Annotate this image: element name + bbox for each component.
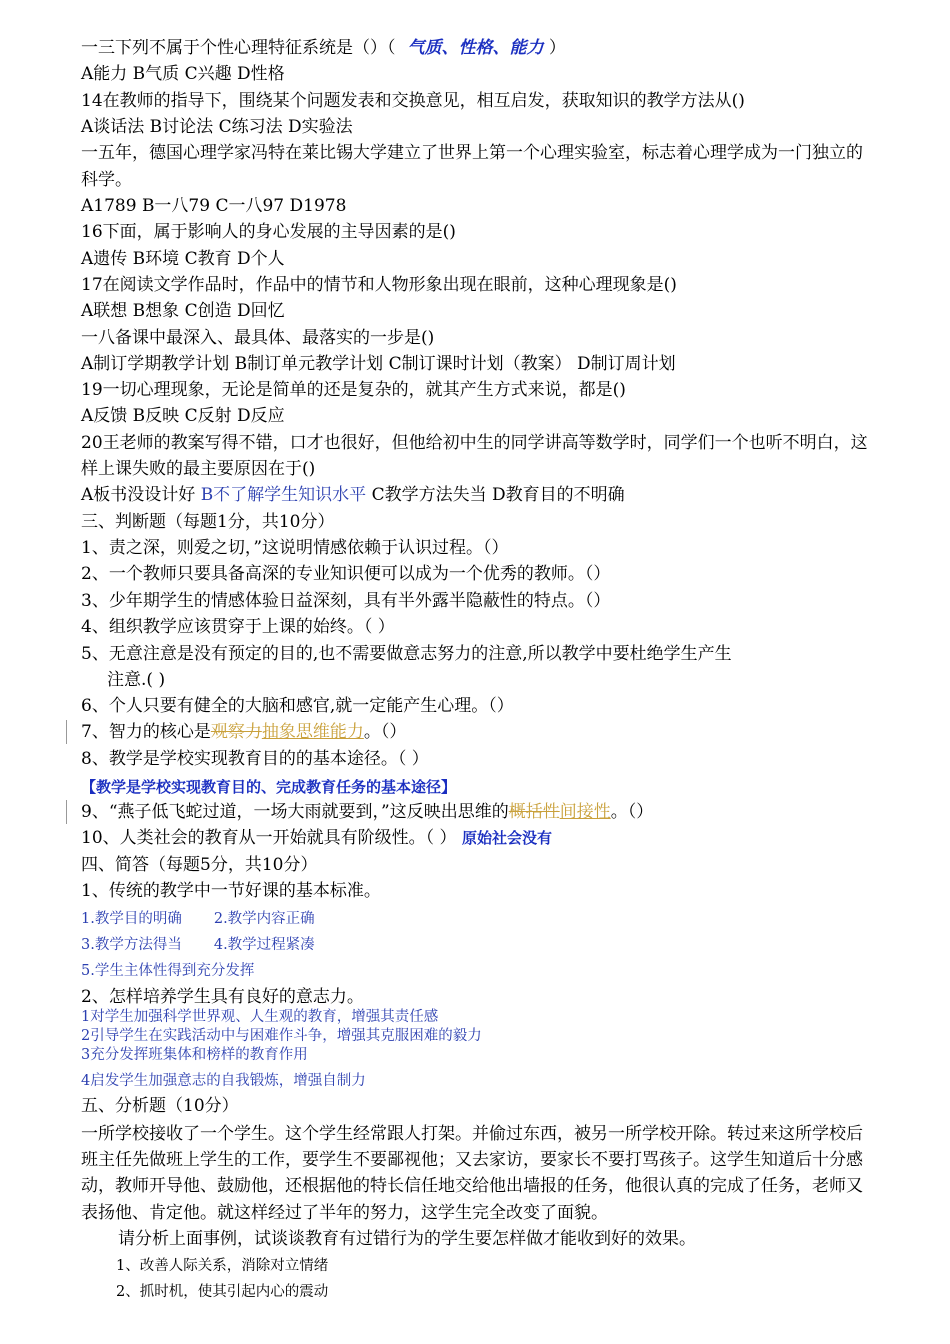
judgment-8: 8、教学是学校实现教育目的的基本途径。（ ） — [81, 749, 429, 769]
analysis-para-2: 班主任先做班上学生的工作，要学生不要鄙视他；又去家访，要家长不要打骂孩子。这学生知道后十分感 — [81, 1150, 863, 1170]
question-14: 14在教师的指导下，围绕某个问题发表和交换意见，相互启发，获取知识的教学方法从() — [81, 91, 745, 111]
options-16: A遗传 B环境 C教育 D个人 — [81, 249, 285, 269]
short-answer-1: 1、传统的教学中一节好课的基本标准。 — [81, 881, 381, 901]
options-13: A能力 B气质 C兴趣 D性格 — [81, 64, 285, 84]
options-19: A反馈 B反映 C反射 D反应 — [81, 406, 285, 426]
judgment-5-line2: 注意.( ) — [107, 670, 166, 690]
revision-bar — [66, 720, 67, 744]
answer-2-item2: 2引导学生在实践活动中与困难作斗争，增强其克服困难的毅力 — [81, 1028, 482, 1044]
analysis-para-1: 一所学校接收了一个学生。这个学生经常跟人打架。并偷过东西，被另一所学校开除。转过来这所学校后 — [81, 1124, 863, 1144]
section-3-title: 三、判断题（每题1分，共10分） — [81, 512, 335, 532]
options-17: A联想 B想象 C创造 D回忆 — [81, 301, 285, 321]
question-15-line2: 科学。 — [81, 170, 132, 190]
judgment-6: 6、个人只要有健全的大脑和感官,就一定能产生心理。（） — [81, 696, 514, 716]
question-18: 一八备课中最深入、最具体、最落实的一步是() — [81, 328, 435, 348]
section-5-title: 五、分析题（10分） — [81, 1096, 239, 1116]
question-16: 16下面，属于影响人的身心发展的主导因素的是() — [81, 222, 456, 242]
judgment-9: 9、“燕子低飞蛇过道，一场大雨就要到，”这反映出思维的概括性间接性。（） — [81, 802, 654, 822]
judgment-5-line1: 5、无意注意是没有预定的目的,也不需要做意志努力的注意,所以教学中要杜绝学生产生 — [81, 644, 732, 664]
question-17: 17在阅读文学作品时，作品中的情节和人物形象出现在眼前，这种心理现象是() — [81, 275, 677, 295]
answer-20: B不了解学生知识水平 — [200, 485, 367, 505]
section-4-title: 四、简答（每题5分，共10分） — [81, 855, 318, 875]
answer-2-item4: 4启发学生加强意志的自我锻炼，增强自制力 — [81, 1073, 366, 1089]
inserted-text: 抽象思维能力 — [261, 722, 364, 742]
analysis-para-4: 表扬他、肯定他。就这样经过了半年的努力，这学生完全改变了面貌。 — [81, 1203, 608, 1223]
options-15: A1789 B一八79 C一八97 D1978 — [81, 196, 347, 216]
answer-1-row2: 3.教学方法得当 4.教学过程紧凑 — [81, 937, 315, 953]
short-answer-2: 2、怎样培养学生具有良好的意志力。 — [81, 987, 364, 1007]
question-15-line1: 一五年，德国心理学家冯特在莱比锡大学建立了世界上第一个心理实验室，标志着心理学成为一门独立的 — [81, 143, 863, 163]
judgment-4: 4、组织教学应该贯穿于上课的始终。（ ） — [81, 617, 395, 637]
judgment-8-note: 【教学是学校实现教育目的、完成教育任务的基本途径】 — [81, 778, 457, 796]
question-20-line1: 20王老师的教案写得不错，口才也很好，但他给初中生的同学讲高等数学时，同学们一个也听不明白，这 — [81, 433, 868, 453]
question-19: 19一切心理现象，无论是简单的还是复杂的，就其产生方式来说，都是() — [81, 380, 626, 400]
judgment-10: 10、人类社会的教育从一开始就具有阶级性。（ ） 原始社会没有 — [81, 828, 552, 848]
deleted-text: 概括性 — [508, 802, 560, 822]
options-20: A板书没设计好 B不了解学生知识水平 C教学方法失当 D教育目的不明确 — [81, 485, 625, 505]
judgment-10-note: 原始社会没有 — [461, 829, 552, 847]
judgment-7: 7、智力的核心是观察力抽象思维能力。（） — [81, 722, 407, 742]
analysis-question: 请分析上面事例，试谈谈教育有过错行为的学生要怎样做才能收到好的效果。 — [118, 1229, 696, 1249]
judgment-3: 3、少年期学生的情感体验日益深刻，具有半外露半隐蔽性的特点。（） — [81, 591, 611, 611]
answer-2-item1: 1对学生加强科学世界观、人生观的教育，增强其责任感 — [81, 1009, 439, 1025]
answer-1-row1: 1.教学目的明确 2.教学内容正确 — [81, 911, 315, 927]
question-13: 一三下列不属于个性心理特征系统是（）（ 气质、性格、能力 ） — [81, 38, 566, 58]
analysis-answer-2: 2、抓时机，使其引起内心的震动 — [116, 1284, 329, 1300]
analysis-answer-1: 1、改善人际关系，消除对立情绪 — [116, 1258, 329, 1274]
options-14: A谈话法 B讨论法 C练习法 D实验法 — [81, 117, 353, 137]
answer-2-item3: 3充分发挥班集体和榜样的教育作用 — [81, 1047, 308, 1063]
question-20-line2: 样上课失败的最主要原因在于() — [81, 459, 316, 479]
judgment-1: 1、责之深，则爱之切，”这说明情感依赖于认识过程。（） — [81, 538, 509, 558]
deleted-text: 观察力 — [210, 722, 262, 742]
inserted-text: 间接性 — [559, 802, 611, 822]
analysis-para-3: 动，教师开导他、鼓励他，还根据他的特长信任地交给他出墙报的任务，他很认真的完成了任务，老师又 — [81, 1176, 863, 1196]
revision-bar — [66, 800, 67, 824]
judgment-2: 2、一个教师只要具备高深的专业知识便可以成为一个优秀的教师。（） — [81, 564, 611, 584]
answer-13: 气质、性格、能力 — [407, 38, 544, 58]
options-18: A制订学期教学计划 B制订单元教学计划 C制订课时计划（教案） D制订周计划 — [81, 354, 676, 374]
answer-1-row3: 5.学生主体性得到充分发挥 — [81, 963, 255, 979]
